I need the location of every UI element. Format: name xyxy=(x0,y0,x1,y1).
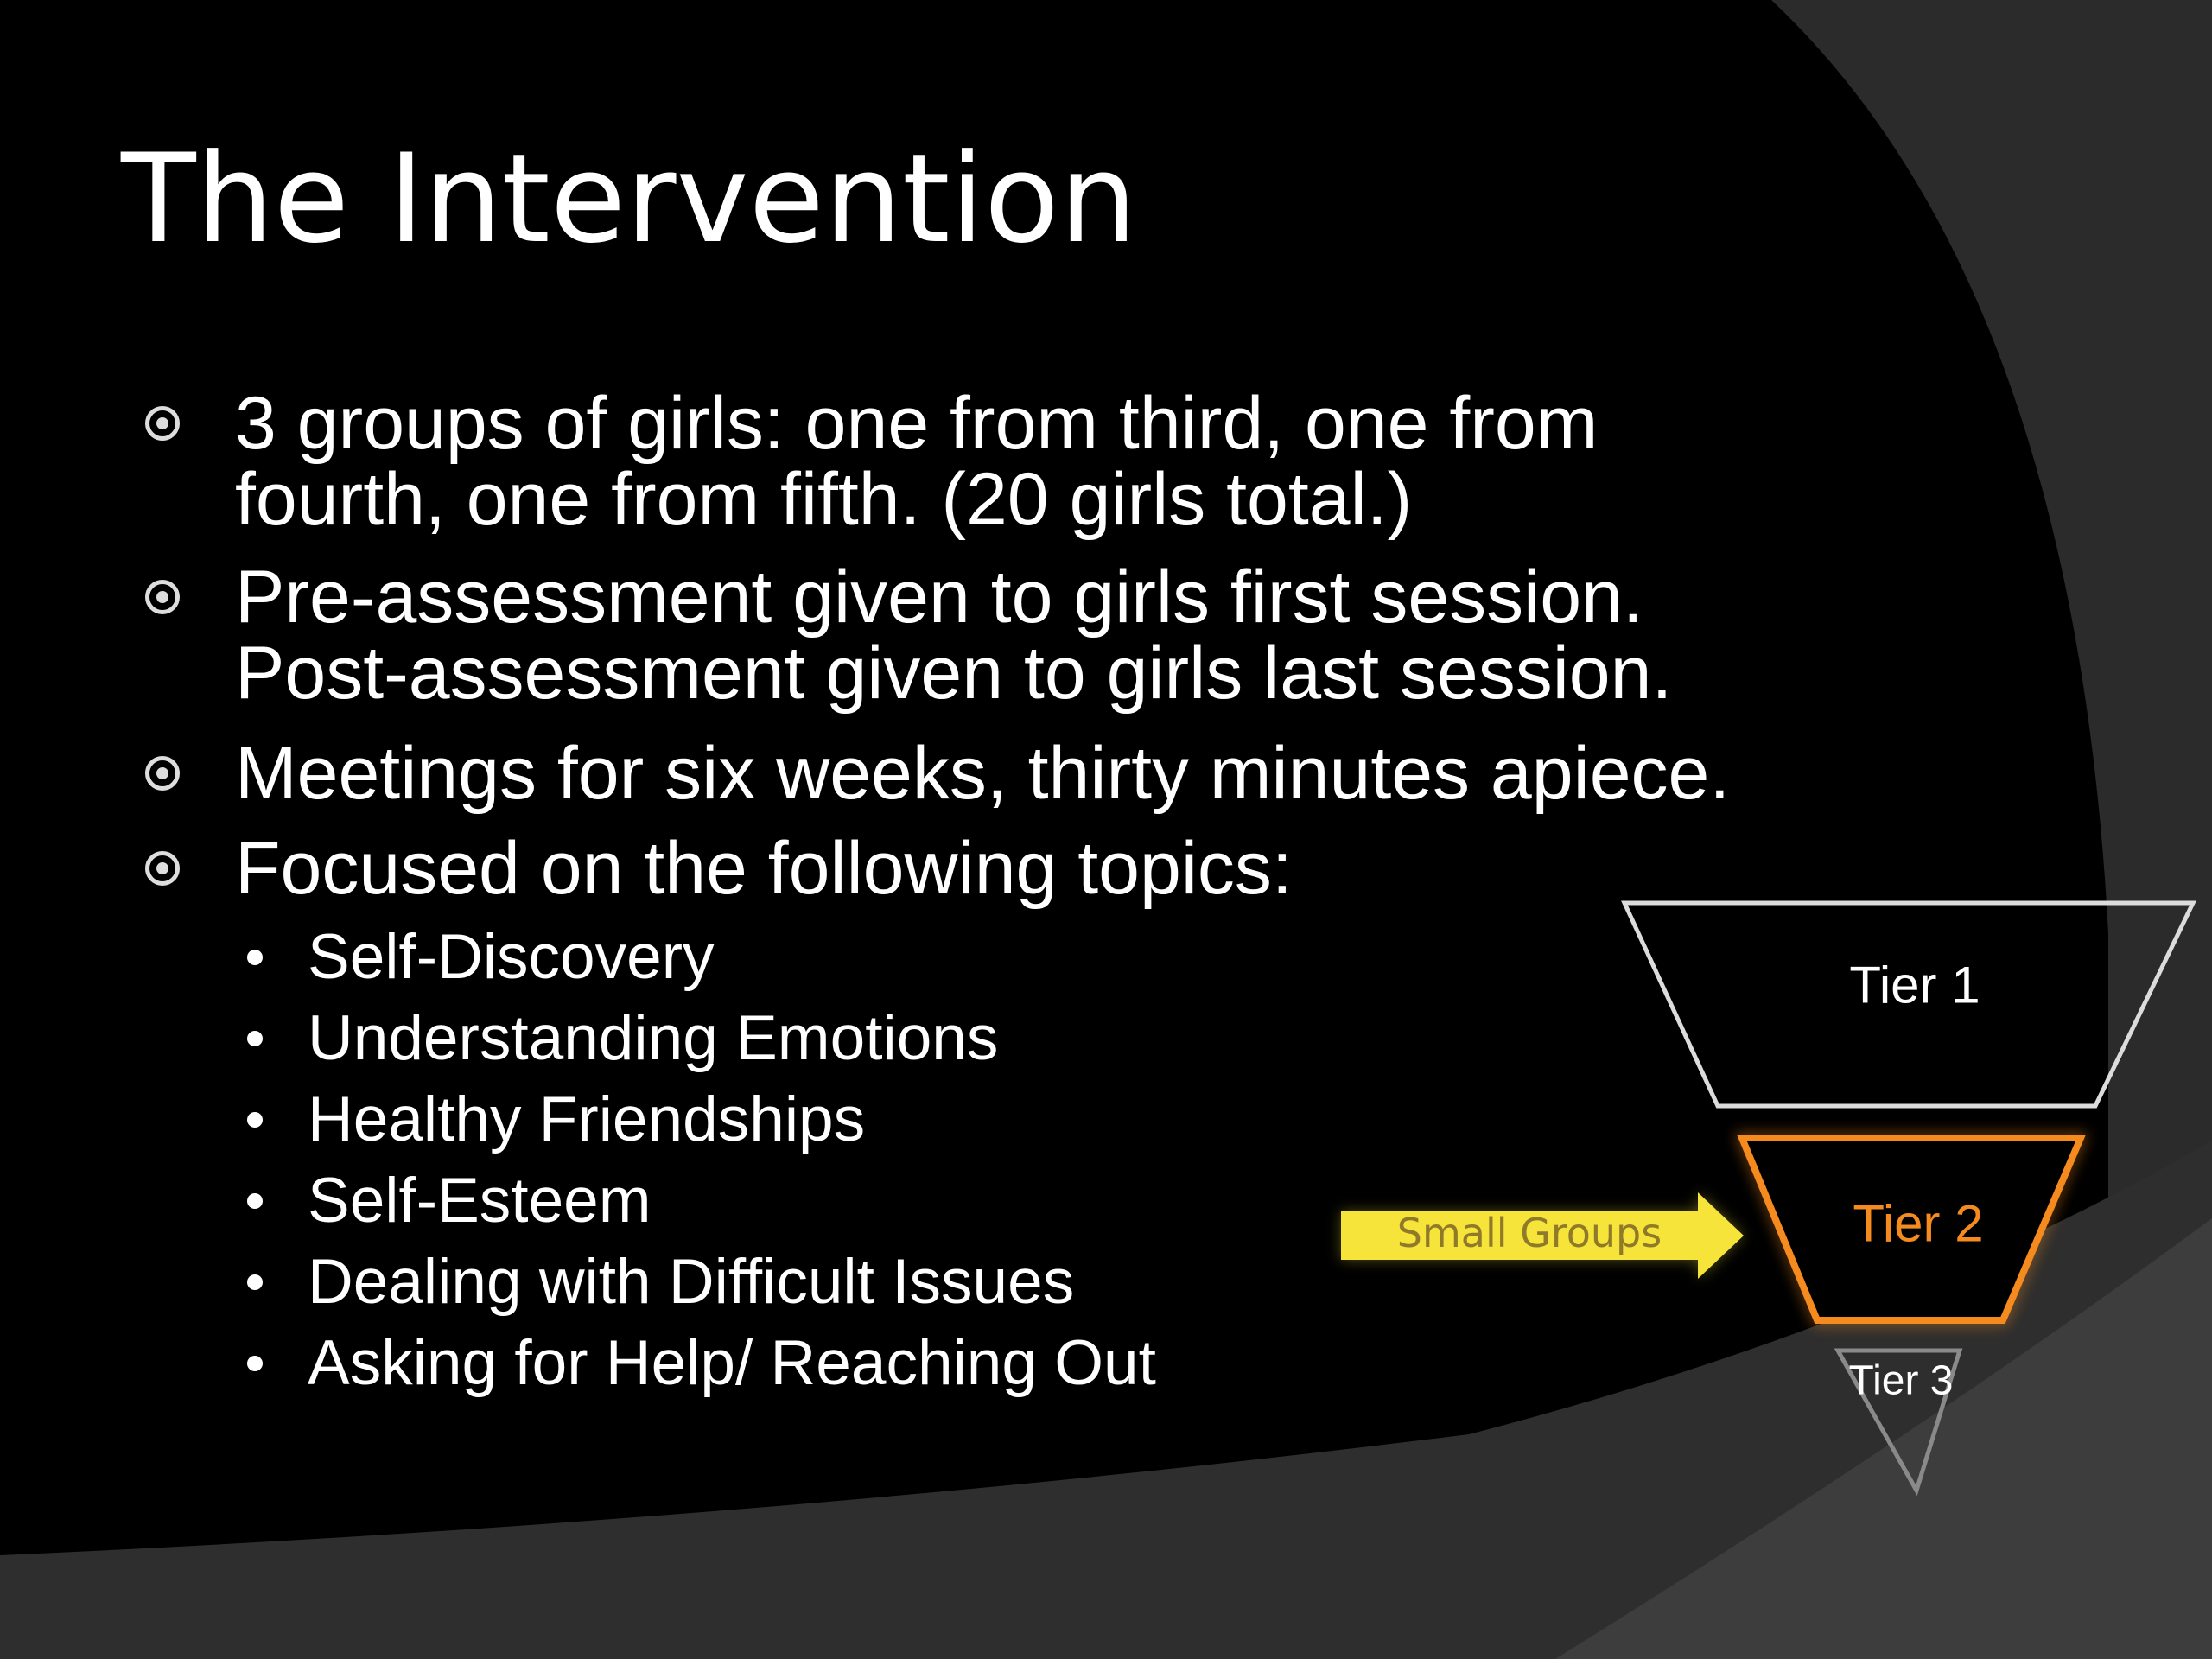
bullet-line: Post-assessment given to girls last session. xyxy=(235,632,1673,715)
topic-label: Dealing with Difficult Issues xyxy=(308,1247,1075,1317)
topic-label: Healthy Friendships xyxy=(308,1084,866,1154)
small-groups-label: Small Groups xyxy=(1396,1210,1662,1256)
tier-1-label: Tier 1 xyxy=(1849,956,1980,1014)
bullet-line: Pre-assessment given to girls first session. xyxy=(235,556,1643,639)
bullet-line: 3 groups of girls: one from third, one from xyxy=(235,382,1599,465)
topic-label: Understanding Emotions xyxy=(308,1003,999,1073)
topic-label: Self-Esteem xyxy=(308,1166,652,1236)
bullet-line: Meetings for six weeks, thirty minutes apiece. xyxy=(235,732,1731,815)
topic-label: Asking for Help/ Reaching Out xyxy=(308,1328,1156,1398)
bullet-line: Focused on the following topics: xyxy=(235,827,1293,910)
topic-label: Self-Discovery xyxy=(308,922,715,992)
tier-3-label: Tier 3 xyxy=(1848,1357,1954,1404)
tier-2-label: Tier 2 xyxy=(1853,1194,1984,1253)
bullet-line: fourth, one from fifth. (20 girls total.) xyxy=(235,458,1413,541)
slide-title: The Intervention xyxy=(121,128,1137,270)
